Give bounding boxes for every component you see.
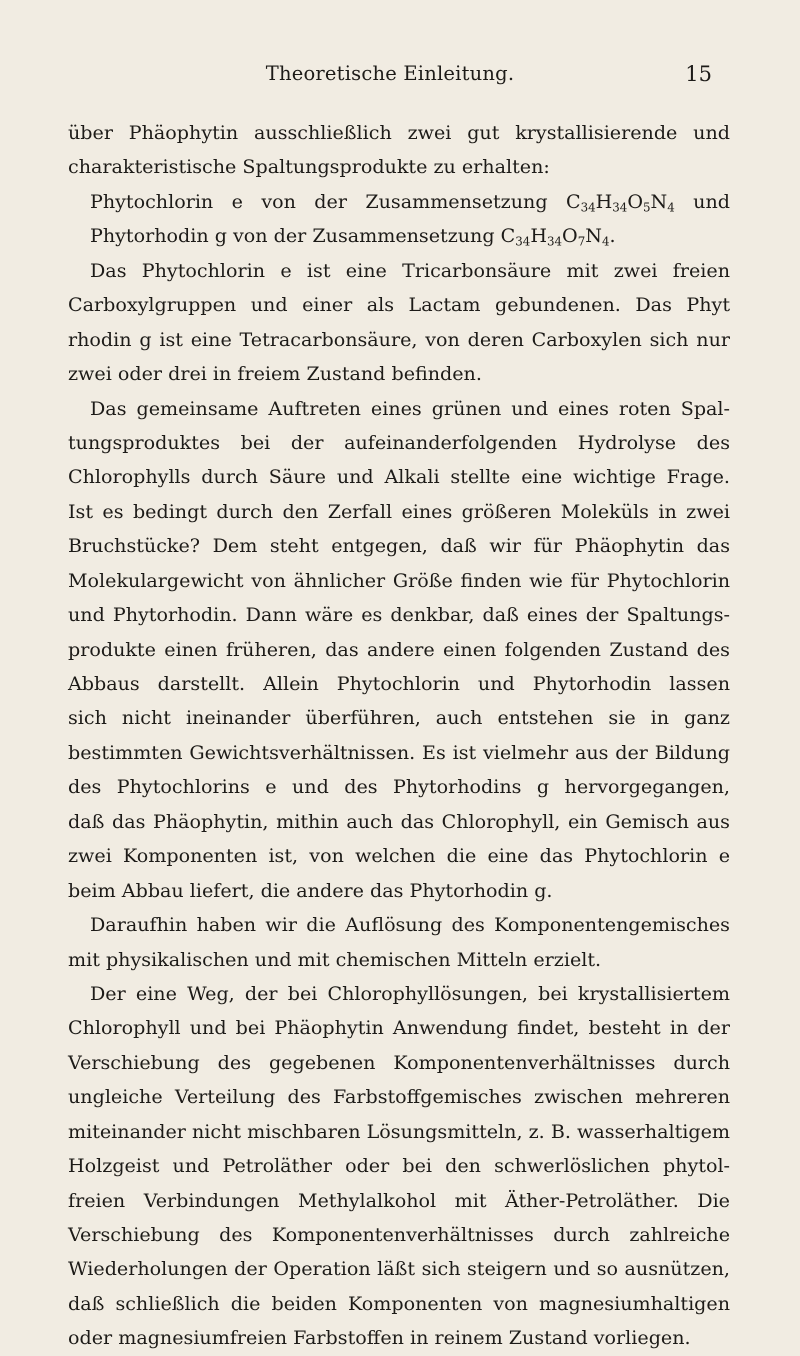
- text-line: mit physikalischen und mit chemischen Mitteln erzielt.: [68, 947, 602, 971]
- element-symbol: C: [565, 189, 581, 213]
- text-line: Chlorophylls durch Säure und Alkali stellte eine wichtige Frage.: [68, 465, 730, 489]
- element-symbol: N: [585, 224, 602, 248]
- text-line: Das Phytochlorin e ist eine Tricarbonsäure mit zwei freien: [90, 258, 730, 282]
- text-line: zwei oder drei in freiem Zustand befinden.: [68, 362, 482, 386]
- element-symbol: H: [530, 224, 547, 248]
- element-symbol: C: [500, 224, 516, 248]
- element-symbol: O: [562, 224, 578, 248]
- text-line: beim Abbau liefert, die andere das Phytorhodin g.: [68, 878, 553, 902]
- text-line: sich nicht ineinander überführen, auch entstehen sie in ganz: [68, 706, 730, 730]
- text-line: des Phytochlorins e und des Phytorhodins g hervorgegangen,: [68, 775, 730, 799]
- element-count: 34: [580, 200, 596, 215]
- text-line: Bruchstücke? Dem steht entgegen, daß wir für Phäophytin das: [68, 534, 730, 558]
- text-line: daß das Phäophytin, mithin auch das Chlorophyll, ein Gemisch aus: [68, 809, 730, 833]
- chemical-formula: [566, 190, 675, 213]
- text-line: Ist es bedingt durch den Zerfall eines größeren Moleküls in zwei: [68, 499, 730, 523]
- text-line: tungsproduktes bei der aufeinanderfolgenden Hydrolyse des: [68, 430, 730, 454]
- text-line: über Phäophytin ausschließlich zwei gut krystallisierende und: [68, 121, 730, 144]
- formula-line-prefix: Phytochlorin e von der Zusammensetzung: [90, 189, 566, 213]
- formula-line-suffix: .: [609, 224, 616, 248]
- text-line: bestimmten Gewichtsverhältnissen. Es ist vielmehr aus der Bildung: [68, 740, 730, 764]
- chemical-formula: [501, 224, 610, 247]
- element-symbol: O: [627, 189, 643, 213]
- text-line: charakteristische Spaltungsprodukte zu erhalten:: [68, 155, 550, 179]
- element-count: 4: [601, 234, 610, 249]
- text-line: Das gemeinsame Auftreten eines grünen und eines roten Spal-: [90, 396, 730, 420]
- element-symbol: H: [595, 189, 613, 213]
- text-line: Carboxylgruppen und einer als Lactam gebundenen. Das Phyt: [68, 293, 730, 317]
- element-count: 34: [612, 200, 628, 215]
- text-line: rhodin g ist eine Tetracarbonsäure, von deren Carboxylen sich nur: [68, 327, 730, 351]
- text-line: Holzgeist und Petroläther oder bei den schwerlöslichen phytol-: [68, 1154, 730, 1178]
- element-count: 34: [546, 234, 563, 249]
- text-line: Daraufhin haben wir die Auflösung des Komponentengemisches: [90, 913, 730, 937]
- running-title: Theoretische Einleitung.: [265, 62, 515, 85]
- text-line: Molekulargewicht von ähnlicher Größe finden wie für Phytochlorin: [68, 568, 730, 592]
- running-head: [68, 62, 712, 92]
- text-line: ungleiche Verteilung des Farbstoffgemisches zwischen mehreren: [68, 1085, 730, 1109]
- text-line: und Phytorhodin. Dann wäre es denkbar, daß eines der Spaltungs-: [68, 603, 730, 627]
- element-count: 7: [577, 234, 586, 249]
- text-line: Verschiebung des gegebenen Komponentenverhältnisses durch: [68, 1050, 730, 1074]
- text-line: Der eine Weg, der bei Chlorophyllösungen, bei krystallisiertem: [90, 981, 730, 1005]
- text-line: daß schließlich die beiden Komponenten von magnesiumhaltigen: [68, 1291, 730, 1315]
- text-line: oder magnesiumfreien Farbstoffen in reinem Zustand vorliegen.: [68, 1326, 691, 1350]
- element-count: 5: [643, 200, 651, 215]
- text-line: miteinander nicht mischbaren Lösungsmitteln, z. B. wasserhaltigem: [68, 1119, 730, 1143]
- text-line: Verschiebung des Komponentenverhältnisses durch zahlreiche: [68, 1223, 730, 1246]
- formula-line-phytorhodin: [68, 219, 730, 253]
- element-count: 4: [667, 200, 675, 215]
- formula-line-prefix: Phytorhodin g von der Zusammensetzung: [90, 224, 501, 248]
- text-line: Wiederholungen der Operation läßt sich steigern und so ausnützen,: [68, 1257, 730, 1281]
- text-line: Abbaus darstellt. Allein Phytochlorin und Phytorhodin lassen: [68, 672, 730, 695]
- text-line: zwei Komponenten ist, von welchen die eine das Phytochlorin e: [68, 844, 730, 868]
- element-count: 34: [515, 234, 531, 249]
- formula-line-suffix: und: [674, 189, 730, 213]
- body-text: [68, 116, 730, 1356]
- text-line: Chlorophyll und bei Phäophytin Anwendung findet, besteht in der: [68, 1016, 730, 1040]
- text-line: produkte einen früheren, das andere einen folgenden Zustand des: [68, 637, 730, 661]
- formula-line-phytochlorin: [68, 185, 730, 219]
- page-number: 15: [685, 62, 712, 86]
- element-symbol: N: [650, 189, 668, 213]
- text-line: freien Verbindungen Methylalkohol mit Äther-Petroläther. Die: [68, 1188, 730, 1212]
